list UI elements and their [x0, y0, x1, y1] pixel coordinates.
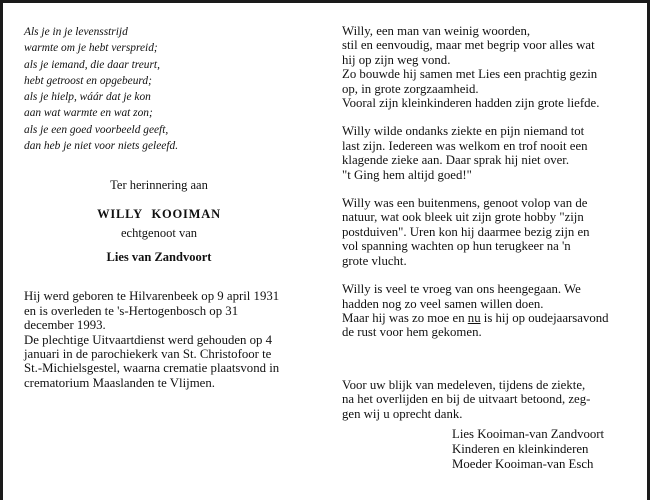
paragraph-illness — [342, 124, 625, 182]
signature-line: Lies Kooiman-van Zandvoort — [452, 426, 605, 441]
signature-line: Kinderen en kleinkinderen — [452, 441, 589, 456]
poem-line: warmte om je hebt verspreid; — [24, 42, 158, 55]
text-line: hij op zijn weg vond. — [342, 52, 451, 67]
poem-line: als je iemand, die daar treurt, — [24, 58, 160, 71]
signatures — [452, 427, 604, 471]
left-panel — [24, 24, 294, 390]
text-line: de rust voor hem gekomen. — [342, 325, 482, 340]
bio-line: De plechtige Uitvaartdienst werd gehouden op 4 — [24, 332, 273, 347]
text-line: postduiven". Uren kon hij daarmee bezig zijn en — [342, 224, 590, 239]
poem — [24, 24, 294, 154]
bio-line: Hij werd geboren te Hilvarenbeek op 9 april 1931 — [24, 289, 280, 304]
text-line: Zo bouwde hij samen met Lies een prachtig gezin — [342, 67, 598, 82]
text-line: na het overlijden en bij de uitvaart betoond, zeg- — [342, 392, 591, 407]
poem-line: als je hielp, wáár dat je kon — [24, 91, 151, 104]
bio-line: januari in de parochiekerk van St. Christofoor te — [24, 347, 272, 361]
text-fragment: Maar hij was zo moe en — [342, 310, 468, 325]
spouse-label: echtgenoot van — [120, 226, 197, 241]
underlined-word: nu — [467, 310, 481, 325]
text-line: gen wij u oprecht dank. — [342, 406, 463, 421]
text-line: stil en eenvoudig, maar met begrip voor alles wat — [342, 38, 595, 53]
right-panel — [342, 24, 625, 471]
memorial-intro: Ter herinnering aan — [110, 178, 208, 193]
bio-line: crematorium Maaslanden te Vlijmen. — [24, 375, 215, 390]
card-border-top — [0, 0, 650, 3]
text-line: hadden nog zo veel samen willen doen. — [342, 296, 544, 311]
text-line: "t Ging hem altijd goed!" — [342, 167, 472, 182]
poem-line: dan heb je niet voor niets geleefd. — [24, 140, 179, 153]
paragraph-farewell — [342, 282, 625, 340]
text-line: Voor uw blijk van medeleven, tijdens de ziekte, — [342, 377, 586, 392]
poem-line: als je een goed voorbeeld geeft, — [24, 123, 169, 136]
text-line: klagende zieke aan. Daar sprak hij niet over. — [342, 153, 570, 168]
spouse-name: Lies van Zandvoort — [106, 250, 212, 265]
bio-line: St.-Michielsgestel, waarna crematie plaatsvond in — [24, 361, 280, 376]
bio-line: en is overleden te 's-Hertogenbosch op 31 — [24, 303, 239, 318]
biography — [24, 289, 294, 390]
text-line: Willy wilde ondanks ziekte en pijn niemand tot — [342, 124, 585, 139]
text-line: Willy, een man van weinig woorden, — [342, 24, 531, 38]
poem-line: Als je in je levensstrijd — [24, 26, 128, 38]
paragraph-thanks — [342, 378, 625, 421]
text-fragment: is hij op oudejaarsavond — [480, 310, 609, 325]
text-line: grote vlucht. — [342, 253, 407, 268]
text-line: op, in grote zorgzaamheid. — [342, 81, 479, 96]
signature-line: Moeder Kooiman-van Esch — [452, 456, 594, 471]
poem-line: hebt getroost en opgebeurd; — [24, 74, 152, 87]
poem-line: aan wat warmte en wat zon; — [24, 107, 153, 120]
text-line: Willy was een buitenmens, genoot volop van de — [342, 196, 588, 211]
text-line: Willy is veel te vroeg van ons heengegaan. We — [342, 282, 581, 297]
text-line: Vooral zijn kleinkinderen hadden zijn grote liefde. — [342, 96, 600, 111]
text-line-underlined — [342, 311, 625, 325]
text-line: last zijn. Iedereen was welkom en trof nooit een — [342, 138, 588, 153]
paragraph-hobby — [342, 196, 625, 268]
bio-line: december 1993. — [24, 318, 106, 333]
text-line: vol spanning wachten op hun terugkeer na 'n — [342, 239, 571, 254]
paragraph-character — [342, 24, 625, 110]
text-line: natuur, wat ook bleek uit zijn grote hobby "zijn — [342, 210, 584, 225]
deceased-name: WILLY KOOIMAN — [97, 207, 221, 222]
card-border-left — [0, 0, 3, 500]
